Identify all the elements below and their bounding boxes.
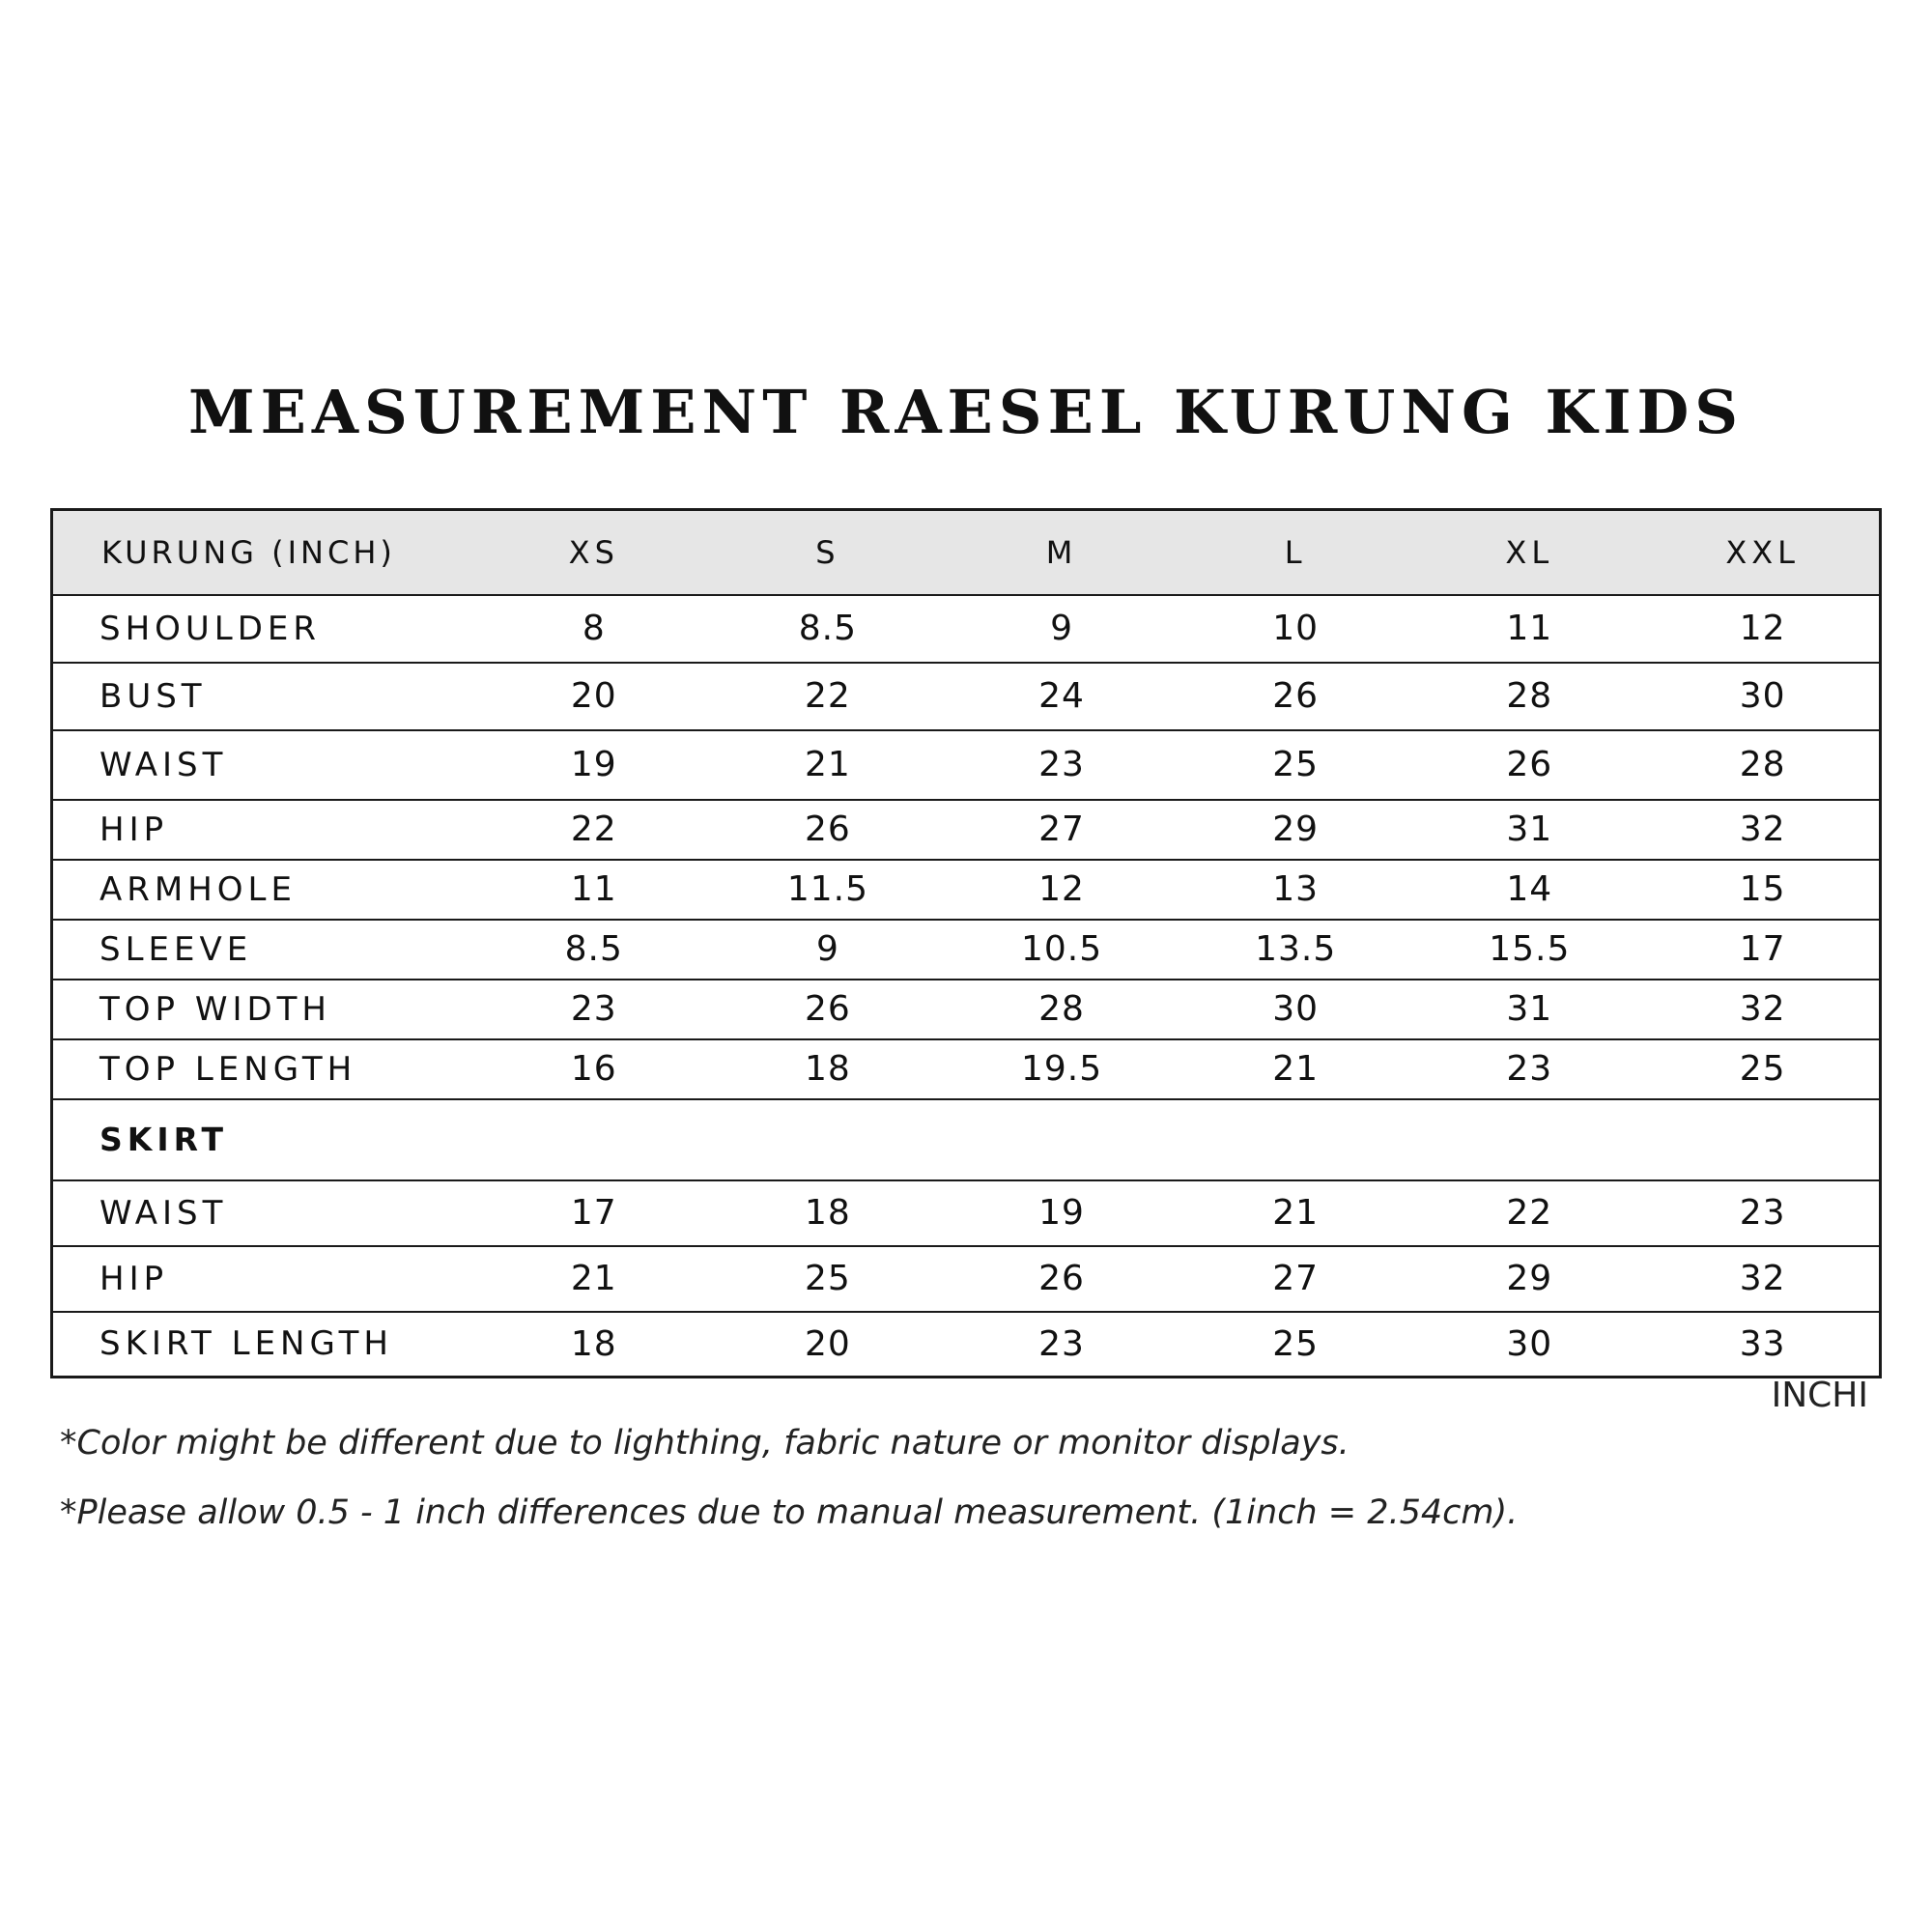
table-cell: 18	[477, 1312, 711, 1378]
table-cell: 26	[711, 800, 945, 860]
table-cell: 32	[1646, 980, 1880, 1039]
table-cell: 25	[1179, 1312, 1412, 1378]
table-cell: 26	[711, 980, 945, 1039]
table-cell: 25	[1179, 730, 1412, 800]
table-cell: 32	[1646, 1246, 1880, 1312]
table-cell: 33	[1646, 1312, 1880, 1378]
skirt-row-label: HIP	[52, 1246, 477, 1312]
table-cell: 21	[711, 730, 945, 800]
table-cell: 20	[477, 663, 711, 730]
table-row	[52, 1039, 1881, 1099]
table-row	[52, 980, 1881, 1039]
table-cell: 30	[1646, 663, 1880, 730]
table-cell: 15.5	[1412, 920, 1646, 980]
skirt-row-label: WAIST	[52, 1180, 477, 1246]
table-cell: 18	[711, 1180, 945, 1246]
table-cell: 8.5	[711, 595, 945, 663]
table-body	[52, 595, 1881, 1378]
table-cell: 26	[1412, 730, 1646, 800]
table-row	[52, 730, 1881, 800]
table-cell: 21	[477, 1246, 711, 1312]
table-cell: 28	[1646, 730, 1880, 800]
table-cell: 26	[1179, 663, 1412, 730]
table-cell: 9	[945, 595, 1179, 663]
table-cell: 29	[1412, 1246, 1646, 1312]
top-row-label: TOP LENGTH	[52, 1039, 477, 1099]
table-cell: 31	[1412, 800, 1646, 860]
table-cell: 22	[1412, 1180, 1646, 1246]
table-cell: 27	[945, 800, 1179, 860]
table-cell: 29	[1179, 800, 1412, 860]
size-header-s: S	[711, 510, 945, 595]
table-cell: 13.5	[1179, 920, 1412, 980]
table-cell: 32	[1646, 800, 1880, 860]
table-cell: 31	[1412, 980, 1646, 1039]
size-chart-table	[50, 508, 1882, 1378]
table-cell: 25	[1646, 1039, 1880, 1099]
table-cell: 9	[711, 920, 945, 980]
top-row-label: ARMHOLE	[52, 860, 477, 920]
page-title: MEASUREMENT RAESEL KURUNG KIDS	[188, 377, 1744, 447]
table-cell: 8	[477, 595, 711, 663]
table-row	[52, 663, 1881, 730]
table-cell: 23	[945, 1312, 1179, 1378]
table-cell: 10.5	[945, 920, 1179, 980]
table-cell: 11	[477, 860, 711, 920]
table-cell: 24	[945, 663, 1179, 730]
table-cell: 17	[1646, 920, 1880, 980]
top-row-label: BUST	[52, 663, 477, 730]
table-row	[52, 1246, 1881, 1312]
table-cell: 28	[1412, 663, 1646, 730]
table-cell: 12	[945, 860, 1179, 920]
note-color: *Color might be different due to lighthing, fabric nature or monitor displays.	[60, 1424, 1350, 1463]
skirt-row-label: SKIRT LENGTH	[52, 1312, 477, 1378]
table-cell: 20	[711, 1312, 945, 1378]
table-cell: 16	[477, 1039, 711, 1099]
header-label: KURUNG (INCH)	[52, 510, 477, 595]
table-cell: 23	[477, 980, 711, 1039]
table-row	[52, 1180, 1881, 1246]
top-row-label: SLEEVE	[52, 920, 477, 980]
top-row-label: TOP WIDTH	[52, 980, 477, 1039]
table-cell: 14	[1412, 860, 1646, 920]
size-header-m: M	[945, 510, 1179, 595]
table-row	[52, 1312, 1881, 1378]
table-header-row	[52, 510, 1881, 595]
table-cell: 19	[477, 730, 711, 800]
table-row	[52, 595, 1881, 663]
top-row-label: HIP	[52, 800, 477, 860]
table-cell: 23	[945, 730, 1179, 800]
unit-label: INCHI	[1771, 1376, 1868, 1415]
table-cell: 23	[1412, 1039, 1646, 1099]
table-cell: 19.5	[945, 1039, 1179, 1099]
size-header-xs: XS	[477, 510, 711, 595]
table-cell: 21	[1179, 1180, 1412, 1246]
table-cell: 13	[1179, 860, 1412, 920]
table-cell: 28	[945, 980, 1179, 1039]
table-cell: 25	[711, 1246, 945, 1312]
table-cell: 23	[1646, 1180, 1880, 1246]
table-cell: 11	[1412, 595, 1646, 663]
table-cell: 18	[711, 1039, 945, 1099]
table-cell: 15	[1646, 860, 1880, 920]
table-cell: 21	[1179, 1039, 1412, 1099]
table-cell: 12	[1646, 595, 1880, 663]
table-cell: 19	[945, 1180, 1179, 1246]
top-row-label: SHOULDER	[52, 595, 477, 663]
table-cell: 8.5	[477, 920, 711, 980]
top-row-label: WAIST	[52, 730, 477, 800]
table-row	[52, 920, 1881, 980]
size-header-xxl: XXL	[1646, 510, 1880, 595]
table-cell: 11.5	[711, 860, 945, 920]
section-row-skirt	[52, 1099, 1881, 1180]
size-header-xl: XL	[1412, 510, 1646, 595]
table-cell: 30	[1179, 980, 1412, 1039]
table-cell: 17	[477, 1180, 711, 1246]
table-cell: 26	[945, 1246, 1179, 1312]
table-cell: 22	[477, 800, 711, 860]
size-header-l: L	[1179, 510, 1412, 595]
table-cell: 22	[711, 663, 945, 730]
table-row	[52, 800, 1881, 860]
table-cell: 27	[1179, 1246, 1412, 1312]
table-row	[52, 860, 1881, 920]
note-measurement: *Please allow 0.5 - 1 inch differences due to manual measurement. (1inch = 2.54cm).	[60, 1493, 1519, 1532]
section-label: SKIRT	[52, 1099, 1881, 1180]
table-cell: 10	[1179, 595, 1412, 663]
table-cell: 30	[1412, 1312, 1646, 1378]
